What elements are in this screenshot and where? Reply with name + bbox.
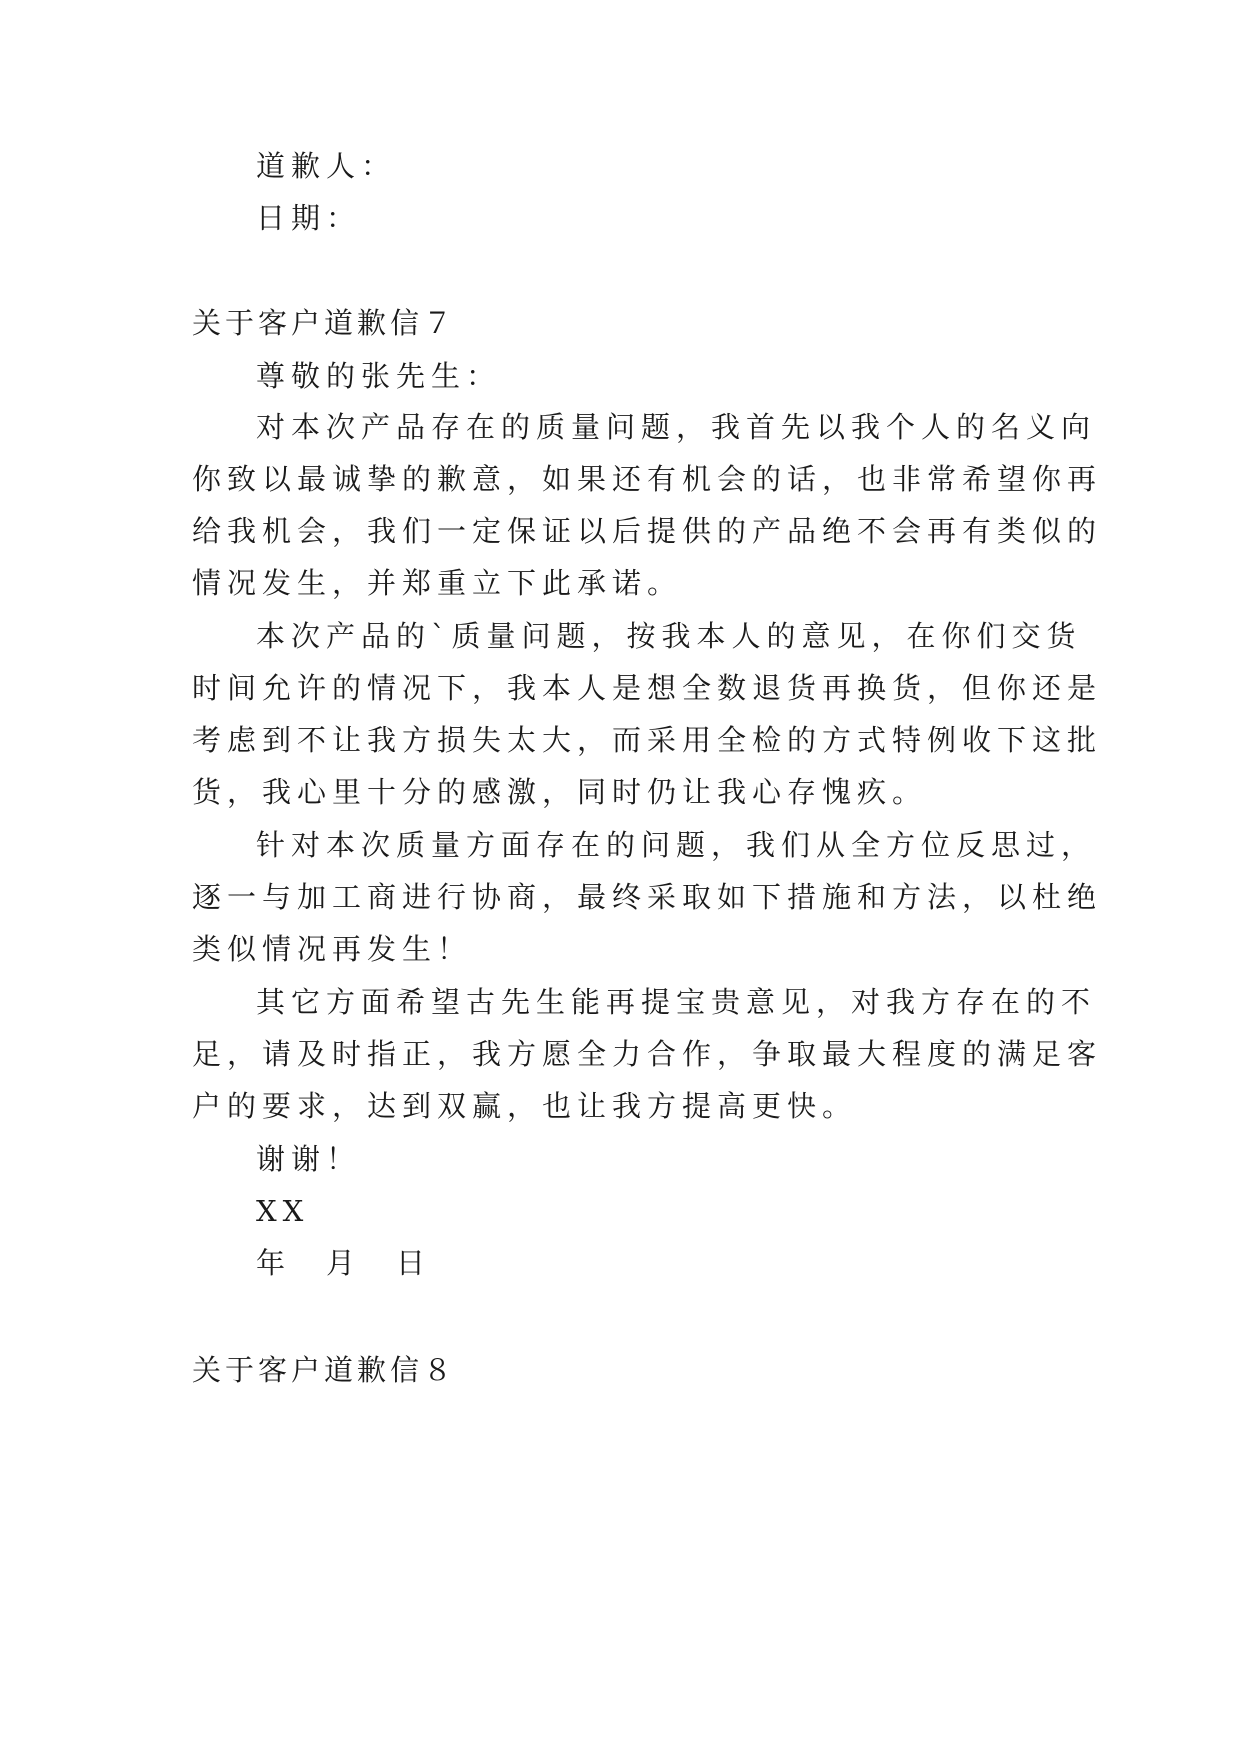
paragraph-line: 时间允许的情况下，我本人是想全数退货再换货，但你还是 [192, 671, 1103, 705]
paragraph-line: 户的要求，达到双赢，也让我方提高更快。 [192, 1089, 858, 1123]
paragraph-line: 考虑到不让我方损失太大，而采用全检的方式特例收下这批 [192, 723, 1103, 757]
paragraph-line: 你致以最诚挚的歉意，如果还有机会的话，也非常希望你再 [192, 462, 1103, 496]
paragraph-line: 货，我心里十分的感激，同时仍让我心存愧疚。 [192, 775, 928, 809]
paragraph-line: 类似情况再发生！ [192, 932, 473, 966]
letter-7-title: 关于客户道歉信７ [192, 306, 457, 340]
paragraph-line: 本次产品的`质量问题，按我本人的意见，在你们交货 [256, 619, 1082, 653]
date-label: 日期： [256, 201, 362, 235]
letter-8-title: 关于客户道歉信８ [192, 1353, 457, 1387]
paragraph-line: 针对本次质量方面存在的问题，我们从全方位反思过， [256, 828, 1097, 862]
apologizer-label: 道歉人： [256, 149, 397, 183]
paragraph-line: 情况发生，并郑重立下此承诺。 [192, 566, 683, 600]
paragraph-line: 对本次产品存在的质量问题，我首先以我个人的名义向 [256, 410, 1097, 444]
paragraph-line: 给我机会，我们一定保证以后提供的产品绝不会再有类似的 [192, 514, 1103, 548]
letter-7-salutation: 尊敬的张先生： [256, 359, 502, 393]
paragraph-line: 逐一与加工商进行协商，最终采取如下措施和方法，以杜绝 [192, 880, 1103, 914]
letter-7-signature: XX [256, 1194, 310, 1228]
paragraph-line: 足，请及时指正，我方愿全力合作，争取最大程度的满足客 [192, 1037, 1103, 1071]
letter-7-date: 年 月 日 [256, 1246, 432, 1280]
letter-7-thanks: 谢谢！ [256, 1142, 362, 1176]
paragraph-line: 其它方面希望古先生能再提宝贵意见，对我方存在的不 [256, 985, 1097, 1019]
